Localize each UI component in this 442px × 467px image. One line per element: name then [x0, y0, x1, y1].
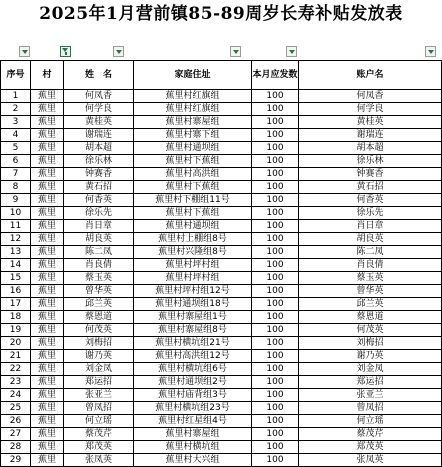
- cell-name[interactable]: 曾凤招: [64, 402, 134, 415]
- cell-amount[interactable]: 100: [252, 389, 299, 402]
- cell-no[interactable]: 6: [1, 155, 31, 168]
- cell-amount[interactable]: 100: [252, 103, 299, 116]
- table-row[interactable]: [1, 90, 442, 103]
- table-body: [1, 90, 442, 467]
- cell-name[interactable]: 钟赛香: [64, 168, 134, 181]
- cell-account-name[interactable]: 蔡恩道: [299, 311, 442, 324]
- table-row[interactable]: [1, 350, 442, 363]
- cell-name[interactable]: 邱兰英: [64, 298, 134, 311]
- cell-name[interactable]: 黄石招: [64, 181, 134, 194]
- table-row[interactable]: [1, 259, 442, 272]
- cell-address[interactable]: 蕉里村寨屋组1号: [134, 311, 252, 324]
- cell-name[interactable]: 肖日章: [64, 220, 134, 233]
- cell-account-name[interactable]: 何茂英: [299, 324, 442, 337]
- table-row[interactable]: [1, 272, 442, 285]
- cell-no[interactable]: 3: [1, 116, 31, 129]
- cell-amount[interactable]: 100: [252, 259, 299, 272]
- cell-name[interactable]: 蔡茂芹: [64, 428, 134, 441]
- filter-dropdown-address[interactable]: [230, 46, 241, 57]
- cell-no[interactable]: 8: [1, 181, 31, 194]
- cell-address[interactable]: 蕉里村大兴组: [134, 454, 252, 467]
- chevron-down-icon: [22, 50, 28, 54]
- table-row[interactable]: [1, 415, 442, 428]
- cell-village[interactable]: 蕉里: [31, 233, 64, 246]
- cell-village[interactable]: 蕉里: [31, 285, 64, 298]
- cell-account-name[interactable]: 刘金凤: [299, 363, 442, 376]
- cell-account-name[interactable]: 钟赛香: [299, 168, 442, 181]
- cell-village[interactable]: 蕉里: [31, 363, 64, 376]
- table-header-row: [1, 61, 442, 90]
- cell-name[interactable]: 蔡玉英: [64, 272, 134, 285]
- cell-no[interactable]: 10: [1, 207, 31, 220]
- table-row[interactable]: [1, 233, 442, 246]
- table-row[interactable]: [1, 376, 442, 389]
- cell-no[interactable]: 16: [1, 285, 31, 298]
- cell-village[interactable]: 蕉里: [31, 298, 64, 311]
- cell-name[interactable]: 胡良英: [64, 233, 134, 246]
- cell-amount[interactable]: 100: [252, 246, 299, 259]
- table-row[interactable]: [1, 402, 442, 415]
- cell-village[interactable]: 蕉里: [31, 103, 64, 116]
- cell-account-name[interactable]: 黄石招: [299, 181, 442, 194]
- cell-village[interactable]: 蕉里: [31, 142, 64, 155]
- cell-no[interactable]: 29: [1, 454, 31, 467]
- chevron-down-icon: [233, 50, 239, 54]
- cell-village[interactable]: 蕉里: [31, 90, 64, 103]
- cell-village[interactable]: 蕉里: [31, 415, 64, 428]
- cell-address[interactable]: 蕉里村寨屋组: [134, 116, 252, 129]
- cell-name[interactable]: 谢乃英: [64, 350, 134, 363]
- cell-address[interactable]: 蕉里村寨屋组: [134, 428, 252, 441]
- cell-amount[interactable]: 100: [252, 298, 299, 311]
- table-row[interactable]: [1, 441, 442, 454]
- cell-account-name[interactable]: 肖良倩: [299, 259, 442, 272]
- cell-no[interactable]: 13: [1, 246, 31, 259]
- cell-amount[interactable]: 100: [252, 168, 299, 181]
- header-amount[interactable]: 本月应发数: [252, 61, 299, 90]
- header-no[interactable]: 序号: [1, 61, 31, 90]
- cell-amount[interactable]: 100: [252, 415, 299, 428]
- cell-village[interactable]: 蕉里: [31, 337, 64, 350]
- cell-address[interactable]: 蕉里村寨下组: [134, 129, 252, 142]
- cell-name[interactable]: 何学良: [64, 103, 134, 116]
- table-row[interactable]: [1, 220, 442, 233]
- cell-village[interactable]: 蕉里: [31, 376, 64, 389]
- cell-address[interactable]: 蕉里村下蕉组: [134, 181, 252, 194]
- cell-address[interactable]: 蕉里村上棚组8号: [134, 233, 252, 246]
- cell-name[interactable]: 何茂英: [64, 324, 134, 337]
- cell-amount[interactable]: 100: [252, 337, 299, 350]
- filter-dropdown-amount[interactable]: [286, 46, 297, 57]
- cell-amount[interactable]: 100: [252, 428, 299, 441]
- cell-no[interactable]: 23: [1, 376, 31, 389]
- cell-name[interactable]: 郑茂英: [64, 441, 134, 454]
- table-row[interactable]: [1, 181, 442, 194]
- cell-amount[interactable]: 100: [252, 311, 299, 324]
- cell-village[interactable]: 蕉里: [31, 207, 64, 220]
- table-row[interactable]: [1, 246, 442, 259]
- cell-address[interactable]: 蕉里村下蕉组: [134, 155, 252, 168]
- cell-account-name[interactable]: 张凤英: [299, 454, 442, 467]
- cell-name[interactable]: 张亚兰: [64, 389, 134, 402]
- table-row[interactable]: [1, 454, 442, 467]
- cell-village[interactable]: 蕉里: [31, 194, 64, 207]
- cell-address[interactable]: 蕉里村高洪组: [134, 168, 252, 181]
- cell-account-name[interactable]: 肖日章: [299, 220, 442, 233]
- cell-village[interactable]: 蕉里: [31, 246, 64, 259]
- cell-address[interactable]: 蕉里村通坝组18号: [134, 298, 252, 311]
- cell-village[interactable]: 蕉里: [31, 324, 64, 337]
- cell-amount[interactable]: 100: [252, 285, 299, 298]
- cell-no[interactable]: 18: [1, 311, 31, 324]
- table-row[interactable]: [1, 116, 442, 129]
- cell-village[interactable]: 蕉里: [31, 311, 64, 324]
- header-village[interactable]: 村: [31, 61, 64, 90]
- cell-account-name[interactable]: 陈二凤: [299, 246, 442, 259]
- cell-amount[interactable]: 100: [252, 233, 299, 246]
- table-row[interactable]: [1, 428, 442, 441]
- cell-address[interactable]: 蕉里村寨屋组8号: [134, 324, 252, 337]
- subsidy-table: [0, 60, 442, 467]
- filter-dropdown-name[interactable]: [113, 46, 124, 57]
- cell-address[interactable]: 蕉里村横坑组: [134, 441, 252, 454]
- cell-account-name[interactable]: 何立瑶: [299, 415, 442, 428]
- cell-address[interactable]: 蕉里村下棚组11号: [134, 194, 252, 207]
- table-row[interactable]: [1, 298, 442, 311]
- cell-no[interactable]: 25: [1, 402, 31, 415]
- cell-account-name[interactable]: 徐乐先: [299, 207, 442, 220]
- cell-account-name[interactable]: 邱兰英: [299, 298, 442, 311]
- cell-address[interactable]: 蕉里村红星组4号: [134, 415, 252, 428]
- cell-name[interactable]: 陈二凤: [64, 246, 134, 259]
- header-account-name[interactable]: 账户名: [299, 61, 442, 90]
- cell-village[interactable]: 蕉里: [31, 402, 64, 415]
- cell-village[interactable]: 蕉里: [31, 454, 64, 467]
- table-row[interactable]: [1, 168, 442, 181]
- cell-amount[interactable]: 100: [252, 376, 299, 389]
- table-row[interactable]: [1, 207, 442, 220]
- table-row[interactable]: [1, 337, 442, 350]
- cell-amount[interactable]: 100: [252, 220, 299, 233]
- cell-village[interactable]: 蕉里: [31, 168, 64, 181]
- filter-bar: [0, 46, 442, 58]
- cell-account-name[interactable]: 蔡茂芹: [299, 428, 442, 441]
- cell-name[interactable]: 胡本超: [64, 142, 134, 155]
- cell-address[interactable]: 蕉里村横坑组21号: [134, 337, 252, 350]
- cell-village[interactable]: 蕉里: [31, 389, 64, 402]
- cell-name[interactable]: 刘金凤: [64, 363, 134, 376]
- filter-dropdown-account[interactable]: [425, 46, 436, 57]
- cell-no[interactable]: 15: [1, 272, 31, 285]
- chevron-down-icon: [116, 50, 122, 54]
- header-name[interactable]: 姓 名: [64, 61, 134, 90]
- header-address[interactable]: 家庭住址: [134, 61, 252, 90]
- cell-village[interactable]: 蕉里: [31, 181, 64, 194]
- cell-no[interactable]: 27: [1, 428, 31, 441]
- cell-address[interactable]: 蕉里村坪村组: [134, 272, 252, 285]
- cell-account-name[interactable]: 何学良: [299, 103, 442, 116]
- cell-name[interactable]: 何凤香: [64, 90, 134, 103]
- cell-amount[interactable]: 100: [252, 350, 299, 363]
- cell-address[interactable]: 蕉里村庙背组3号: [134, 389, 252, 402]
- cell-no[interactable]: 26: [1, 415, 31, 428]
- cell-no[interactable]: 21: [1, 350, 31, 363]
- table-row[interactable]: [1, 363, 442, 376]
- cell-no[interactable]: 2: [1, 103, 31, 116]
- cell-amount[interactable]: 100: [252, 441, 299, 454]
- cell-amount[interactable]: 100: [252, 324, 299, 337]
- cell-amount[interactable]: 100: [252, 363, 299, 376]
- table-row[interactable]: [1, 389, 442, 402]
- cell-address[interactable]: 蕉里村横坑组23号: [134, 402, 252, 415]
- table-row[interactable]: [1, 311, 442, 324]
- cell-address[interactable]: 蕉里村通坝组: [134, 142, 252, 155]
- table-row[interactable]: [1, 285, 442, 298]
- cell-name[interactable]: 何立瑶: [64, 415, 134, 428]
- cell-amount[interactable]: 100: [252, 116, 299, 129]
- cell-account-name[interactable]: 郑运招: [299, 376, 442, 389]
- cell-name[interactable]: 何香英: [64, 194, 134, 207]
- cell-account-name[interactable]: 曾华英: [299, 285, 442, 298]
- cell-village[interactable]: 蕉里: [31, 116, 64, 129]
- cell-amount[interactable]: 100: [252, 142, 299, 155]
- cell-account-name[interactable]: 刘梅招: [299, 337, 442, 350]
- cell-no[interactable]: 20: [1, 337, 31, 350]
- cell-no[interactable]: 12: [1, 233, 31, 246]
- cell-village[interactable]: 蕉里: [31, 428, 64, 441]
- cell-address[interactable]: 蕉里村下蕉组: [134, 207, 252, 220]
- cell-address[interactable]: 蕉里村横坑组6号: [134, 363, 252, 376]
- cell-amount[interactable]: 100: [252, 454, 299, 467]
- cell-account-name[interactable]: 谢乃英: [299, 350, 442, 363]
- cell-account-name[interactable]: 何香英: [299, 194, 442, 207]
- cell-name[interactable]: 曾华英: [64, 285, 134, 298]
- cell-amount[interactable]: 100: [252, 272, 299, 285]
- cell-name[interactable]: 肖良倩: [64, 259, 134, 272]
- table-row[interactable]: [1, 129, 442, 142]
- cell-account-name[interactable]: 胡良英: [299, 233, 442, 246]
- cell-account-name[interactable]: 胡本超: [299, 142, 442, 155]
- funnel-icon: [62, 48, 69, 55]
- cell-account-name[interactable]: 徐乐林: [299, 155, 442, 168]
- cell-address[interactable]: 蕉里村坪村组12号: [134, 285, 252, 298]
- cell-name[interactable]: 徐乐先: [64, 207, 134, 220]
- cell-amount[interactable]: 100: [252, 90, 299, 103]
- cell-amount[interactable]: 100: [252, 181, 299, 194]
- cell-no[interactable]: 19: [1, 324, 31, 337]
- cell-address[interactable]: 蕉里村兴隆组8号: [134, 246, 252, 259]
- cell-account-name[interactable]: 张亚兰: [299, 389, 442, 402]
- cell-name[interactable]: 谢瑞连: [64, 129, 134, 142]
- cell-address[interactable]: 蕉里村高洪组12号: [134, 350, 252, 363]
- filter-dropdown-no[interactable]: [19, 46, 30, 57]
- cell-address[interactable]: 蕉里村红旗组: [134, 103, 252, 116]
- cell-name[interactable]: 徐乐林: [64, 155, 134, 168]
- table-row[interactable]: [1, 155, 442, 168]
- cell-no[interactable]: 5: [1, 142, 31, 155]
- cell-no[interactable]: 11: [1, 220, 31, 233]
- filter-dropdown-village[interactable]: [60, 46, 71, 57]
- cell-amount[interactable]: 100: [252, 402, 299, 415]
- chevron-down-icon: [289, 50, 295, 54]
- cell-village[interactable]: 蕉里: [31, 129, 64, 142]
- cell-amount[interactable]: 100: [252, 207, 299, 220]
- cell-amount[interactable]: 100: [252, 155, 299, 168]
- cell-account-name[interactable]: 谢瑞连: [299, 129, 442, 142]
- cell-village[interactable]: 蕉里: [31, 220, 64, 233]
- cell-no[interactable]: 4: [1, 129, 31, 142]
- cell-no[interactable]: 14: [1, 259, 31, 272]
- cell-no[interactable]: 24: [1, 389, 31, 402]
- chevron-down-icon: [428, 50, 434, 54]
- cell-village[interactable]: 蕉里: [31, 272, 64, 285]
- cell-name[interactable]: 张凤英: [64, 454, 134, 467]
- cell-amount[interactable]: 100: [252, 194, 299, 207]
- cell-name[interactable]: 黄桂英: [64, 116, 134, 129]
- cell-no[interactable]: 17: [1, 298, 31, 311]
- cell-name[interactable]: 刘梅招: [64, 337, 134, 350]
- table-row[interactable]: [1, 324, 442, 337]
- cell-address[interactable]: 蕉里村通坝组2号: [134, 376, 252, 389]
- cell-address[interactable]: 蕉里村红旗组: [134, 90, 252, 103]
- cell-account-name[interactable]: 何凤香: [299, 90, 442, 103]
- cell-no[interactable]: 22: [1, 363, 31, 376]
- cell-village[interactable]: 蕉里: [31, 350, 64, 363]
- table-row[interactable]: [1, 142, 442, 155]
- cell-no[interactable]: 1: [1, 90, 31, 103]
- cell-account-name[interactable]: 蔡玉英: [299, 272, 442, 285]
- cell-village[interactable]: 蕉里: [31, 441, 64, 454]
- cell-account-name[interactable]: 曾凤招: [299, 402, 442, 415]
- cell-address[interactable]: 蕉里村坪村组: [134, 259, 252, 272]
- cell-name[interactable]: 郑运招: [64, 376, 134, 389]
- table-row[interactable]: [1, 103, 442, 116]
- cell-no[interactable]: 28: [1, 441, 31, 454]
- cell-amount[interactable]: 100: [252, 129, 299, 142]
- cell-no[interactable]: 7: [1, 168, 31, 181]
- cell-no[interactable]: 9: [1, 194, 31, 207]
- cell-account-name[interactable]: 黄桂英: [299, 116, 442, 129]
- table-row[interactable]: [1, 194, 442, 207]
- cell-village[interactable]: 蕉里: [31, 155, 64, 168]
- cell-address[interactable]: 蕉里村通坝组: [134, 220, 252, 233]
- page-title: 2025年1月营前镇85-89周岁长寿补贴发放表: [39, 4, 403, 24]
- cell-name[interactable]: 蔡恩道: [64, 311, 134, 324]
- cell-village[interactable]: 蕉里: [31, 259, 64, 272]
- cell-account-name[interactable]: 郑茂英: [299, 441, 442, 454]
